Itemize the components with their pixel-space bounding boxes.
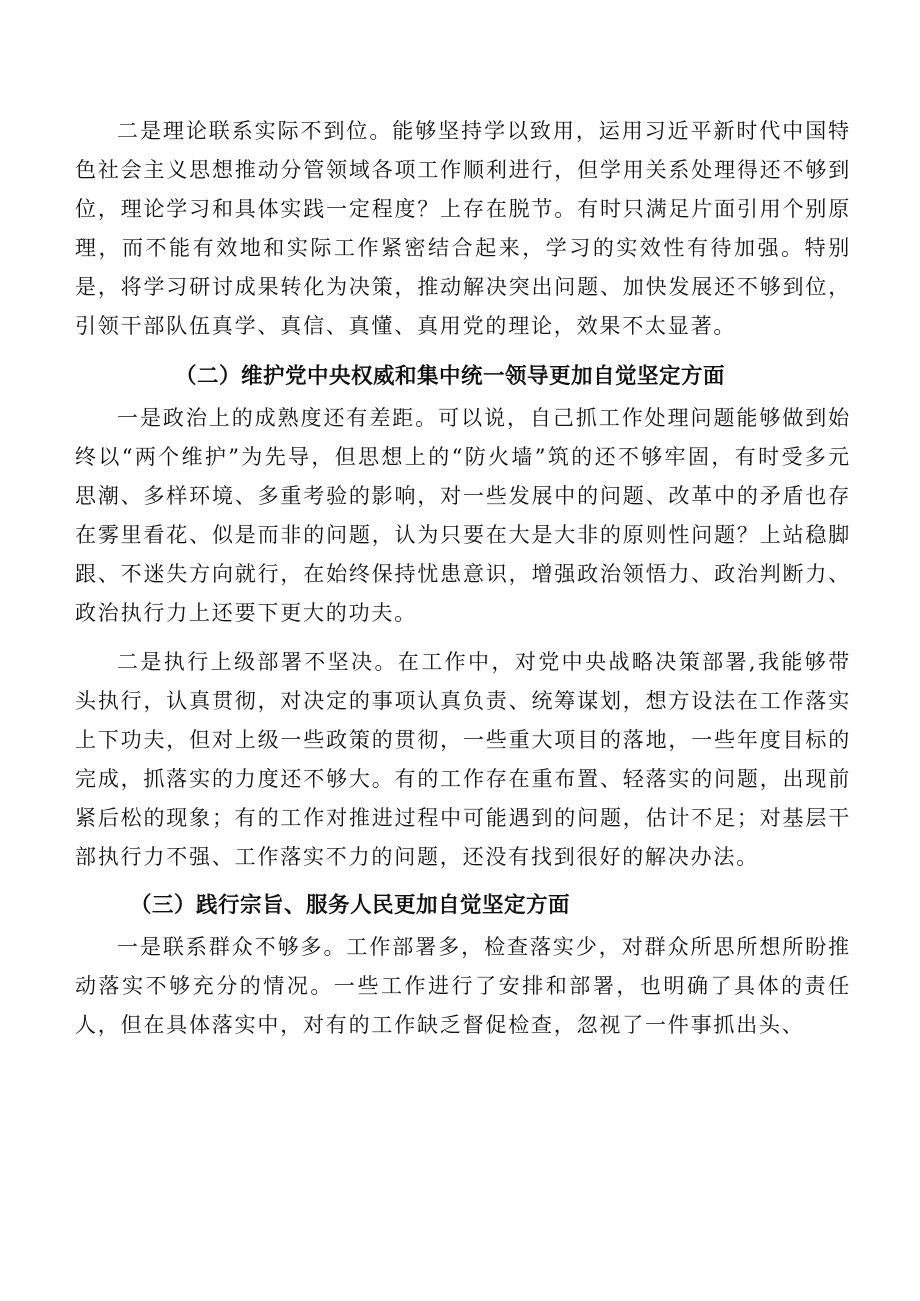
paragraph-theory-practice: 二是理论联系实际不到位。能够坚持学以致用，运用习近平新时代中国特色社会主义思想推动分管领域各项工作顺利进行，但学用关系处理得还不够到位，理论学习和具体实践一定程度？上存在脱节。有时只满足片面引用个别原理，而不能有效地和实际工作紧密结合起来，学习的实效性有待加强。特别是，将学习研讨成果转化为决策，推动解决突出问题、加快发展还不够到位，引领干部队伍真学、真信、真懂、真用党的理论，效果不太显著。	[75, 119, 851, 338]
paragraph-political-maturity: 一是政治上的成熟度还有差距。可以说，自己抓工作处理问题能够做到始终以“两个维护”为先导，但思想上的“防火墙”筑的还不够牢固，有时受多元思潮、多样环境、多重考验的影响，对一些发展中的问题、改革中的矛盾也存在雾里看花、似是而非的问题，认为只要在大是大非的原则性问题？上站稳脚跟、不迷失方向就行，在始终保持忧患意识，增强政治领悟力、政治判断力、政治执行力上还要下更大的功夫。	[75, 406, 851, 625]
paragraph-contact-masses: 一是联系群众不够多。工作部署多，检查落实少，对群众所思所想所盼推动落实不够充分的情况。一些工作进行了安排和部署，也明确了具体的责任人，但在具体落实中，对有的工作缺乏督促检查，忽视了一件事抓出头、	[75, 935, 851, 1037]
document-body	[75, 112, 851, 1045]
section-heading-3: （三）践行宗旨、服务人民更加自觉坚定方面	[130, 893, 571, 918]
section-heading-2: （二）维护党中央权威和集中统一领导更加自觉坚定方面	[175, 364, 726, 389]
paragraph-execution: 二是执行上级部署不坚决。在工作中，对党中央战略决策部署,我能够带头执行，认真贯彻，对决定的事项认真负责、统筹谋划，想方设法在工作落实上下功夫，但对上级一些政策的贯彻，一些重大项目的落地，一些年度目标的完成，抓落实的力度还不够大。有的工作存在重布置、轻落实的问题，出现前紧后松的现象；有的工作对推进过程中可能遇到的问题，估计不足；对基层干部执行力不强、工作落实不力的问题，还没有找到很好的解决办法。	[75, 650, 851, 869]
